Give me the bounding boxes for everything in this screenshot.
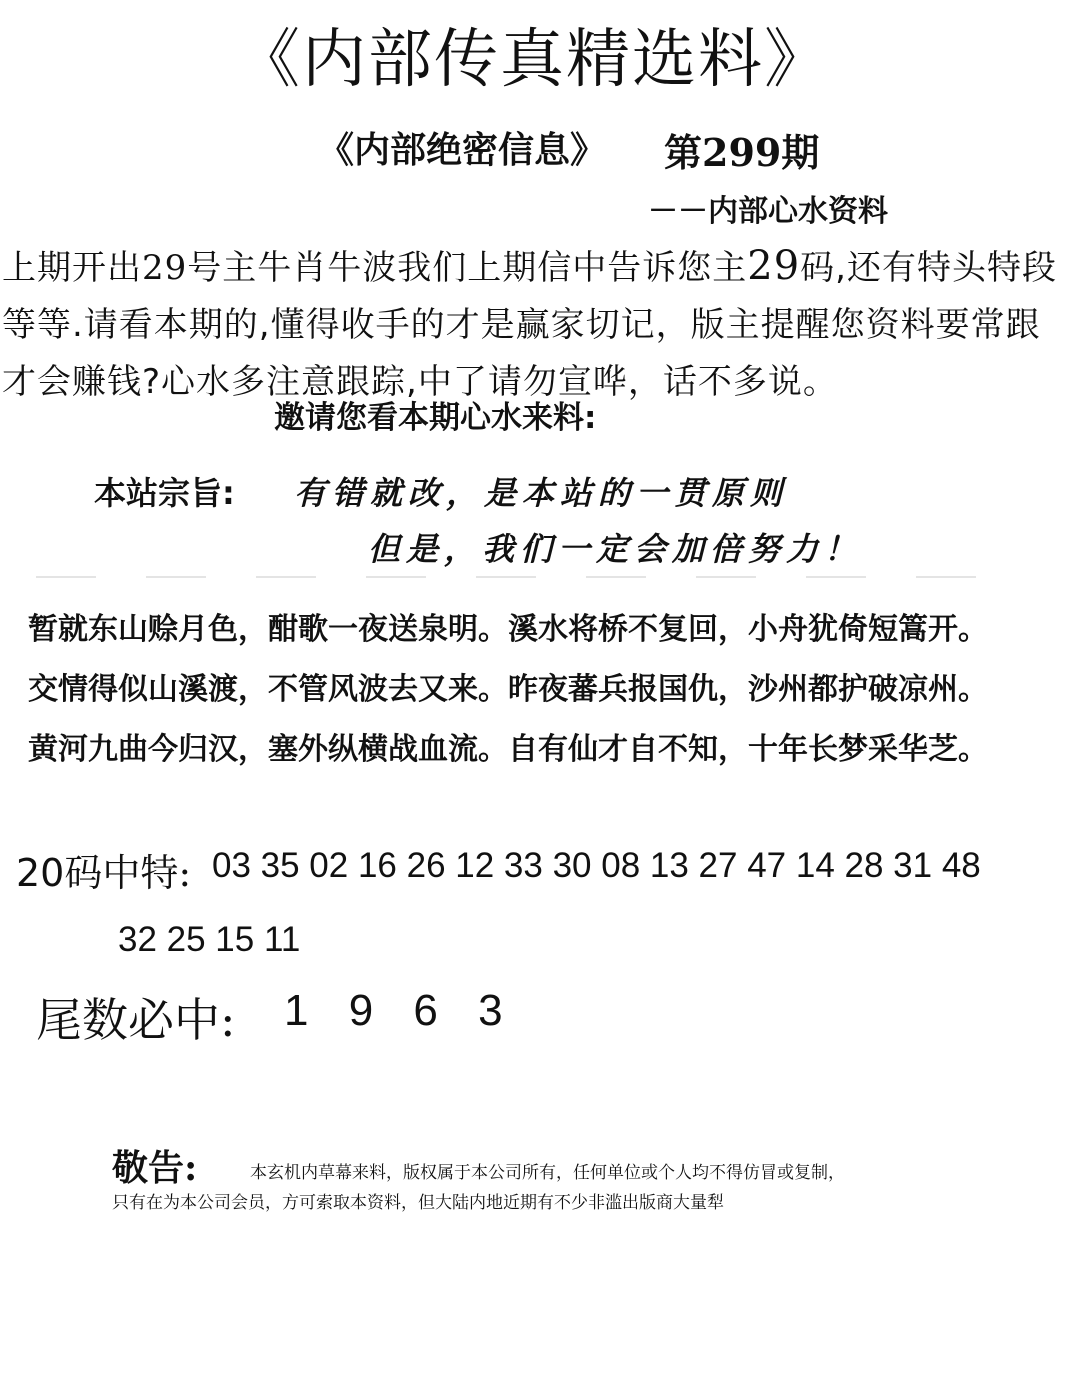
intro-paragraph (2, 238, 1064, 411)
tail-digits: 1 9 6 3 (284, 986, 505, 1035)
intro-number-2: 29 (747, 243, 801, 289)
numbers-label (16, 842, 191, 897)
notice-line-2: 只有在为本公司会员，方可索取本资料，但大陆内地近期有不少非滥出版商大量犁 (112, 1193, 724, 1213)
intro-text-1: 上期开出 (2, 248, 142, 288)
notice-line-1: 本玄机内草幕来料，版权属于本公司所有，任何单位或个人均不得仿冒或复制， (250, 1163, 845, 1183)
intro-number-1: 29 (142, 248, 188, 288)
subtitle: 《内部绝密信息》 (318, 129, 607, 171)
principle-label: 本站宗旨: (94, 474, 235, 512)
numbers-list-line-1: 03 35 02 16 26 12 33 30 08 13 27 47 14 28 31 48 (212, 846, 981, 885)
issue-number: 第299期 (664, 130, 820, 175)
invite-heading: 邀请您看本期心水来料: (274, 400, 597, 436)
poem-line: 交情得似山溪渡，不管风波去又来。昨夜蕃兵报国仇，沙州都护破凉州。 (28, 672, 988, 707)
poem-line: 黄河九曲今归汉，塞外纵横战血流。自有仙才自不知，十年长梦采华芝。 (28, 732, 988, 767)
intro-text-2: 号主牛肖牛波我们上期信中告诉您主 (187, 248, 748, 288)
page-title: 《内部传真精选料》 (236, 23, 830, 97)
intro-text-3: 码,还有特头特段等等.请看本期的,懂得收手的才是赢家切记，版主提醒您资料要常跟才会赚钱?心水多注意跟踪,中了请勿宣哗，话不多说。 (2, 248, 1057, 402)
principle-line-1: 有错就改，是本站的一贯原则 (294, 474, 789, 512)
numbers-label-count: 20 (16, 851, 65, 895)
notice-label: 敬告: (112, 1147, 198, 1189)
principle-line-2: 但是，我们一定会加倍努力！ (368, 530, 863, 568)
source-line: －－内部心水资料 (648, 194, 888, 229)
tail-label: 尾数必中: (36, 993, 236, 1047)
numbers-list-line-2: 32 25 15 11 (118, 920, 301, 959)
numbers-label-text: 码中特: (64, 851, 192, 895)
poem-line: 暂就东山赊月色，酣歌一夜送泉明。溪水将桥不复回，小舟犹倚短篙开。 (28, 612, 988, 647)
divider (36, 576, 1026, 578)
